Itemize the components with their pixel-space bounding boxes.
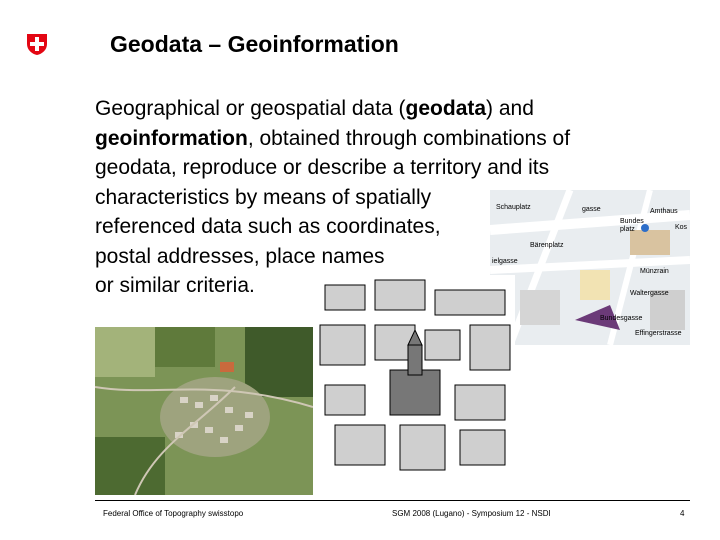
footer-organization: Federal Office of Topography swisstopo	[103, 509, 244, 518]
map-label: Münzrain	[640, 268, 669, 275]
map-label: Effingerstrasse	[635, 330, 682, 337]
footer-divider	[95, 500, 690, 501]
body-line: referenced data such as coordinates,	[95, 215, 441, 238]
body-line: Geographical or geospatial data (geodata) and	[95, 97, 534, 120]
body-line: postal addresses, place names	[95, 244, 385, 268]
body-line: characteristics by means of spatially	[95, 185, 432, 209]
map-label: platz	[620, 226, 635, 233]
swiss-cross-icon	[25, 32, 49, 56]
footer-event: SGM 2008 (Lugano) - Symposium 12 - NSDI	[392, 509, 551, 518]
slide-title: Geodata – Geoinformation	[110, 31, 399, 57]
map-label: ielgasse	[492, 258, 518, 265]
body-line: geoinformation, obtained through combinations of	[95, 126, 571, 150]
map-label: Kos	[675, 224, 688, 231]
map-label: Bundesgasse	[600, 315, 643, 322]
page-number: 4	[680, 509, 685, 518]
bird-eye-view-photo	[315, 275, 515, 475]
map-label: Waltergasse	[630, 290, 669, 297]
body-line: or similar criteria.	[95, 274, 255, 297]
map-label: Amthaus	[650, 208, 678, 215]
map-label: Schauplatz	[496, 204, 531, 211]
map-label: gasse	[582, 206, 601, 213]
body-line: geodata, reproduce or describe a territory and its	[95, 156, 550, 179]
street-map-image	[490, 190, 690, 345]
map-label: Bärenplatz	[530, 242, 564, 249]
map-label: Bundes	[620, 218, 644, 225]
aerial-photo	[95, 327, 313, 495]
